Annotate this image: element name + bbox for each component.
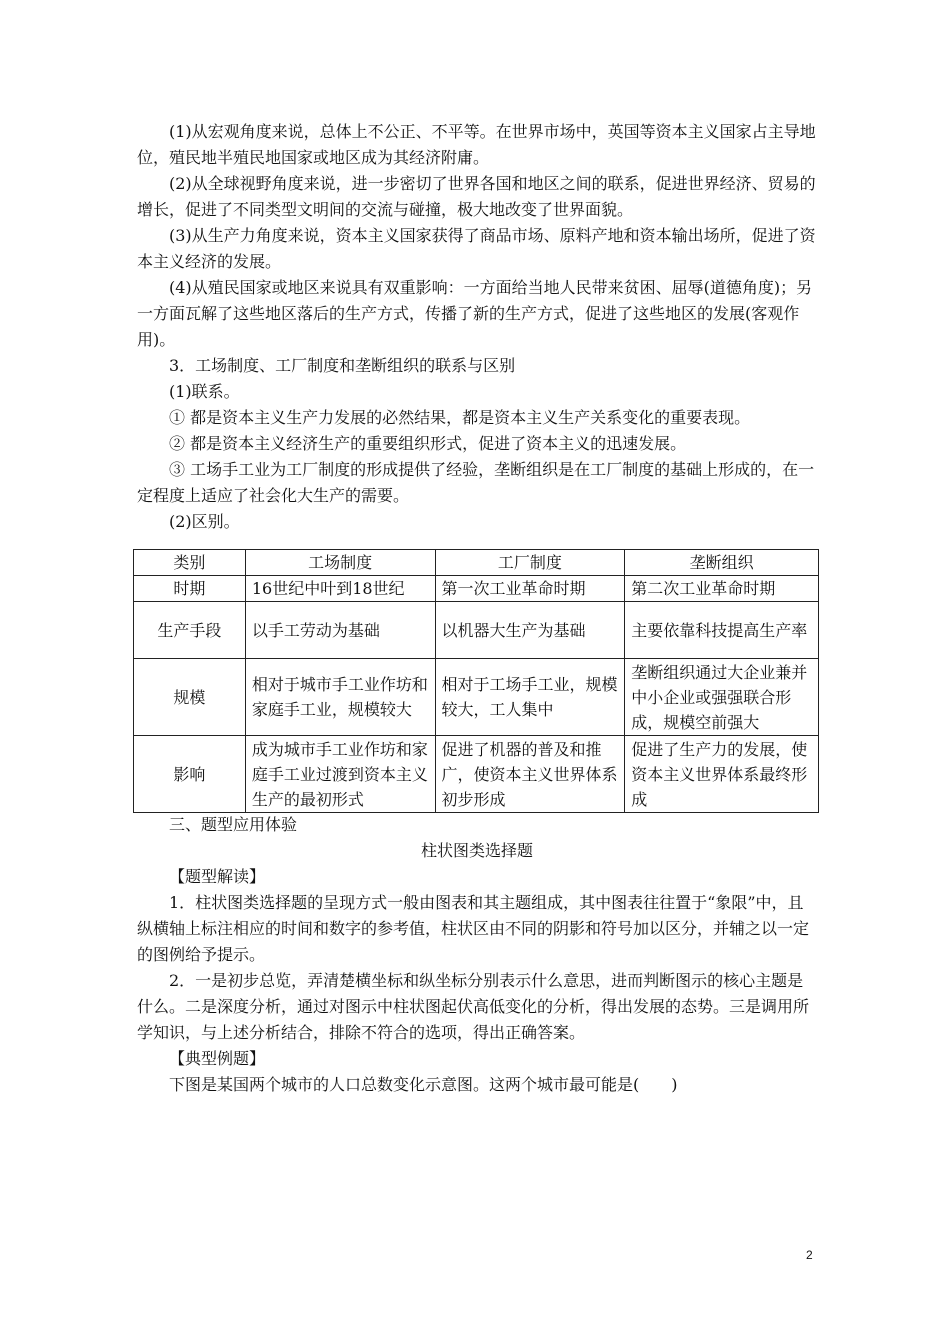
subheading-difference: (2)区别。 [169,512,240,531]
table-header-cell: 垄断组织 [625,550,819,576]
table-row-label: 时期 [134,576,246,602]
comparison-table [133,549,819,813]
table-cell: 16世纪中叶到18世纪 [245,576,435,602]
paragraph-global: (2)从全球视野角度来说，进一步密切了世界各国和地区之间的联系，促进世界经济、贸易的增长，促进了不同类型文明间的交流与碰撞，极大地改变了世界面貌。 [137,174,816,219]
topic-title: 柱状图类选择题 [420,841,533,860]
table-row-label: 规模 [134,659,246,736]
label-interpretation: 【题型解读】 [169,867,266,886]
table-cell: 促进了生产力的发展，使资本主义世界体系最终形成 [625,736,819,813]
table-row [134,736,819,813]
table-row-label: 生产手段 [134,602,246,659]
connection-item-1: ① 都是资本主义生产力发展的必然结果，都是资本主义生产关系变化的重要表现。 [169,408,751,427]
subheading-connection: (1)联系。 [169,382,240,401]
table-cell: 成为城市手工业作坊和家庭手工业过渡到资本主义生产的最初形式 [245,736,435,813]
table-header-cell: 工厂制度 [435,550,625,576]
table-row [134,576,819,602]
paragraph-colonial: (4)从殖民国家或地区来说具有双重影响：一方面给当地人民带来贫困、屈辱(道德角度)；另一方面瓦解了这些地区落后的生产方式，传播了新的生产方式，促进了这些地区的发展(客观作用)。 [137,278,813,349]
interpretation-paragraph-1: 1．柱状图类选择题的呈现方式一般由图表和其主题组成，其中图表往往置于“象限”中，且纵横轴上标注相应的时间和数字的参考值，柱状区由不同的阴影和符号加以区分，并辅之以一定的图例给予提示。 [137,893,810,964]
table-header-cell: 工场制度 [245,550,435,576]
table-cell: 主要依靠科技提高生产率 [625,602,819,659]
table-cell: 垄断组织通过大企业兼并中小企业或强强联合形成，规模空前强大 [625,659,819,736]
table-row [134,659,819,736]
table-cell: 相对于工场手工业，规模较大，工人集中 [435,659,625,736]
interpretation-paragraph-2: 2．一是初步总览，弄清楚横坐标和纵坐标分别表示什么意思，进而判断图示的核心主题是什么。二是深度分析，通过对图示中柱状图起伏高低变化的分析，得出发展的态势。三是调用所学知识，与上述分析结合，排除不符合的选项，得出正确答案。 [137,971,810,1042]
table-cell: 促进了机器的普及和推广，使资本主义世界体系初步形成 [435,736,625,813]
table-row-label: 影响 [134,736,246,813]
heading-3: 3．工场制度、工厂制度和垄断组织的联系与区别 [169,356,516,375]
table-cell: 以手工劳动为基础 [245,602,435,659]
table-header-cell: 类别 [134,550,246,576]
example-question: 下图是某国两个城市的人口总数变化示意图。这两个城市最可能是( ) [169,1075,678,1094]
table-row [134,602,819,659]
paragraph-productivity: (3)从生产力角度来说，资本主义国家获得了商品市场、原料产地和资本输出场所，促进了资本主义经济的发展。 [137,226,816,271]
page-number: 2 [806,1248,813,1262]
table-cell: 以机器大生产为基础 [435,602,625,659]
table-header-row [134,550,819,576]
paragraph-macro: (1)从宏观角度来说，总体上不公正、不平等。在世界市场中，英国等资本主义国家占主导地位，殖民地半殖民地国家或地区成为其经济附庸。 [137,122,816,167]
connection-item-3: ③ 工场手工业为工厂制度的形成提供了经验，垄断组织是在工厂制度的基础上形成的，在一定程度上适应了社会化大生产的需要。 [137,460,815,505]
label-example: 【典型例题】 [169,1049,266,1068]
connection-item-2: ② 都是资本主义经济生产的重要组织形式，促进了资本主义的迅速发展。 [169,434,687,453]
table-cell: 第一次工业革命时期 [435,576,625,602]
table-cell: 第二次工业革命时期 [625,576,819,602]
section-heading: 三、题型应用体验 [169,815,298,834]
table-cell: 相对于城市手工业作坊和家庭手工业，规模较大 [245,659,435,736]
